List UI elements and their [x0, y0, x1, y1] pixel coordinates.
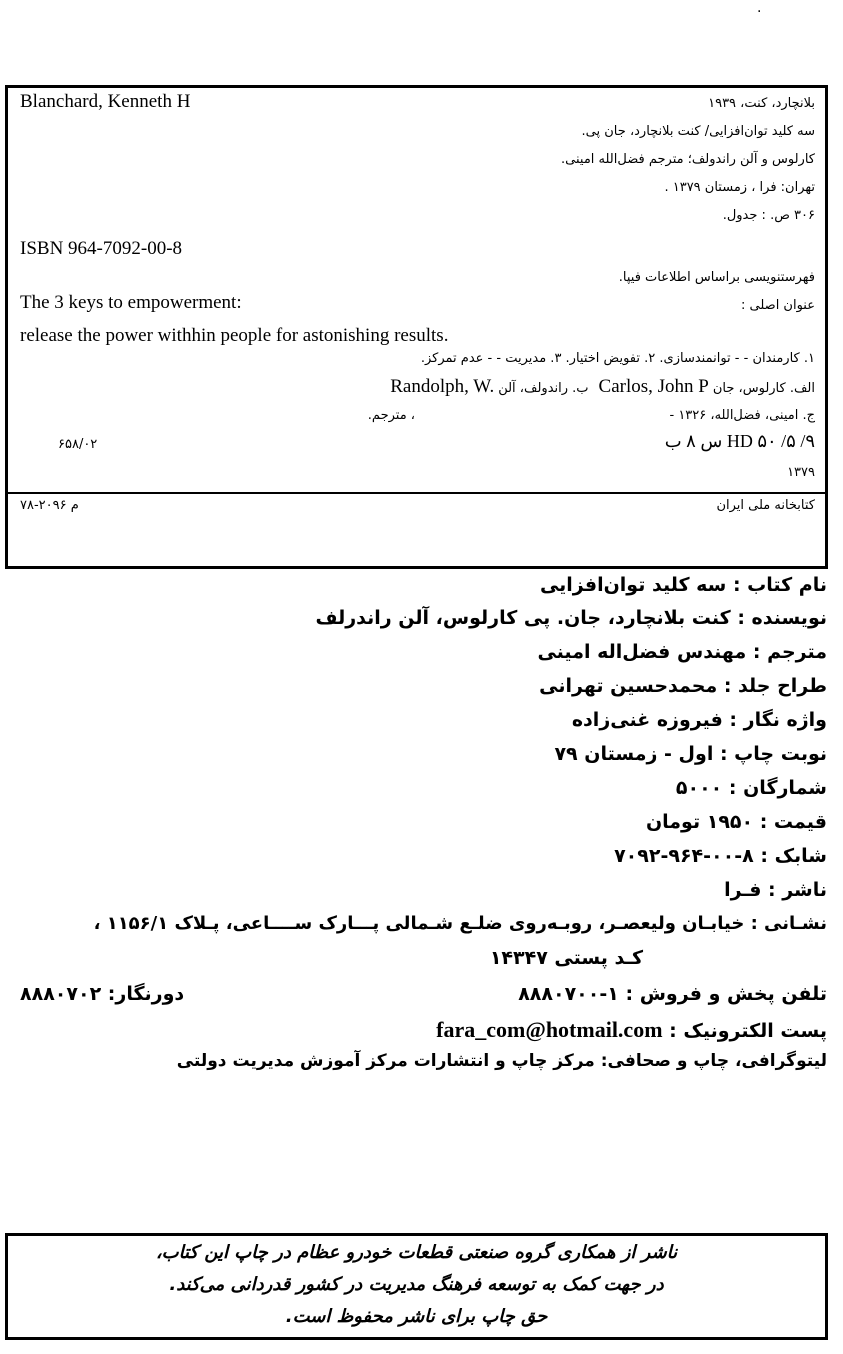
info-price: قیمت : ۱۹۵۰ تومان [645, 811, 827, 833]
info-address-2: کـد پستی ۱۴۳۴۷ [489, 947, 643, 969]
cip-added-entries [390, 376, 815, 398]
top-dot-mark: . [757, 0, 762, 16]
cip-dewey: ۶۵۸/۰۲ [58, 437, 98, 452]
cip-divider [8, 492, 825, 494]
cip-subjects: ۱. کارمندان - - توانمندسازی. ۲. تفویض اختیار. ۳. مدیریت - - عدم تمرکز. [420, 351, 815, 366]
cip-original-title-1: The 3 keys to empowerment: [20, 292, 242, 313]
acknowledgement-box [5, 1233, 828, 1340]
cip-added-a-en: Carlos, John P [598, 376, 709, 397]
info-address-1: نشـانی : خیابـان ولیعصـر، روبـه‌روی ضلـع شـمالی پـــارک ســــاعی، پـلاک ۱۱۵۶/۱ ، [93, 913, 827, 934]
cip-original-title-label: عنوان اصلی : [741, 298, 815, 313]
cip-fipa-note: فهرستنویسی براساس اطلاعات فیپا. [618, 270, 815, 285]
info-author: نویسنده : کنت بلانچارد، جان. پی کارلوس، آلن راندرلف [315, 607, 827, 629]
info-typesetter: واژه نگار : فیروزه غنی‌زاده [571, 709, 827, 731]
notice-line-3: حق چاپ برای ناشر محفوظ است. [285, 1306, 548, 1327]
info-print-run: شمارگان : ۵۰۰۰ [675, 777, 827, 799]
info-email-label: پست الکترونیک : [669, 1020, 827, 1042]
cip-added-a-fa: الف. کارلوس، جان [712, 381, 815, 396]
cip-added-c-role: ، مترجم. [367, 408, 415, 423]
cip-library: کتابخانه ملی ایران [716, 498, 815, 513]
info-email-row [436, 1017, 827, 1043]
info-email: fara_com@hotmail.com [436, 1017, 663, 1042]
notice-line-2: در جهت کمک به توسعه فرهنگ مدیریت در کشور قدردانی می‌کند. [169, 1274, 664, 1295]
cataloging-box [5, 85, 828, 569]
info-publisher: ناشر : فـرا [724, 879, 827, 901]
cip-title-fa: سه کلید توان‌افزایی/ کنت بلانچارد، جان پی. [581, 124, 815, 139]
cip-added-b-en: Randolph, W. [390, 376, 495, 397]
cip-year: ۱۳۷۹ [787, 465, 815, 480]
cip-coauthors-fa: کارلوس و آلن راندولف؛ مترجم فضل‌الله امینی. [561, 152, 815, 167]
cip-library-number: م ۲۰۹۶-۷۸ [20, 498, 79, 513]
cip-added-c: ج. امینی، فضل‌الله، ۱۳۲۶ - [669, 408, 815, 423]
cip-author-en: Blanchard, Kenneth H [20, 91, 191, 112]
cip-added-b-fa: ب. راندولف، آلن [498, 381, 589, 396]
info-edition: نوبت چاپ : اول - زمستان ۷۹ [554, 743, 827, 765]
cip-isbn: ISBN 964-7092-00-8 [20, 238, 183, 259]
info-book-name: نام کتاب : سه کلید توان‌افزایی [539, 574, 827, 596]
cip-original-title-2: release the power withhin people for astonishing results. [20, 325, 449, 346]
notice-line-1: ناشر از همکاری گروه صنعتی قطعات خودرو عظام در چاپ این کتاب، [155, 1242, 678, 1263]
cip-pages-fa: ۳۰۶ ص. : جدول. [722, 208, 815, 223]
info-printing: لیتوگرافی، چاپ و صحافی: مرکز چاپ و انتشارات مرکز آموزش مدیریت دولتی [176, 1051, 827, 1071]
info-fax: دورنگار: ۸۸۸۰۷۰۲ [20, 983, 185, 1005]
info-translator: مترجم : مهندس فضل‌اله امینی [537, 641, 827, 663]
cip-imprint-fa: تهران: فرا ، زمستان ۱۳۷۹ . [664, 180, 815, 195]
info-cover-designer: طراح جلد : محمدحسین تهرانی [539, 675, 827, 697]
cip-author-fa: بلانچارد، کنت، ۱۹۳۹ [708, 96, 815, 111]
info-sales-phone: تلفن پخش و فروش : ۱-۸۸۸۰۷۰۰ [518, 983, 827, 1005]
info-isbn: شابک : ۸-۰۰-۹۶۴-۷۰۹۲ [614, 845, 827, 867]
cip-lc-class: HD ۵۰ /۵ /۹ س ۸ ب [664, 431, 815, 451]
